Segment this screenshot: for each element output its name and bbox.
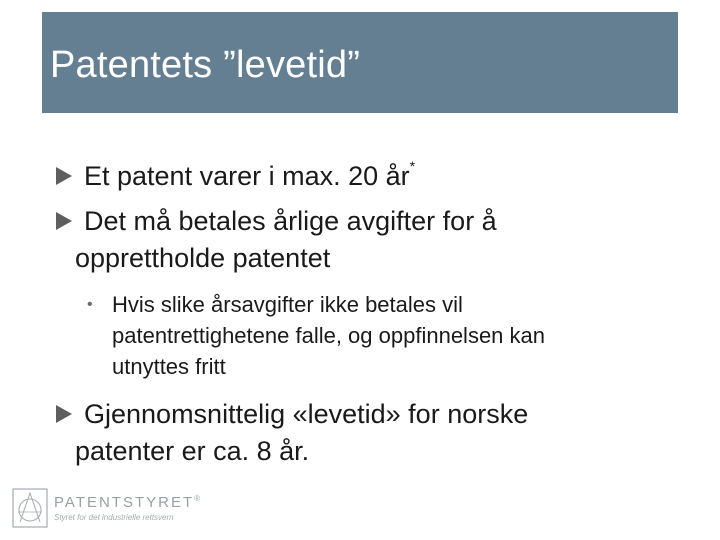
bullet-1-line-1: Et patent varer i max. 20 år* bbox=[84, 158, 416, 191]
bullet-3-line-1: Gjennomsnittelig «levetid» for norske bbox=[84, 399, 529, 429]
bullet-3-line-2: patenter er ca. 8 år. bbox=[75, 436, 310, 466]
arrow-bullet-icon bbox=[56, 405, 72, 423]
subbullet-line-1: Hvis slike årsavgifter ikke betales vil bbox=[112, 292, 463, 317]
arrow-bullet-icon bbox=[56, 167, 72, 185]
subbullet bbox=[87, 289, 545, 382]
arrow-bullet-icon bbox=[56, 212, 72, 230]
subbullet-line-3: utnyttes fritt bbox=[112, 354, 226, 379]
logo-name: PATENTSTYRET® bbox=[54, 494, 201, 511]
subbullet-line-2: patentrettighetene falle, og oppfinnelsen kan bbox=[112, 323, 545, 348]
logo-emblem-icon bbox=[12, 488, 48, 528]
bullet-2-line-1: Det må betales årlige avgifter for å bbox=[84, 206, 497, 236]
dot-bullet-icon: • bbox=[87, 296, 93, 313]
logo-tagline: Styret for det industrielle rettsvern bbox=[54, 513, 174, 522]
patentstyret-logo bbox=[12, 488, 212, 530]
bullet-2-line-2: opprettholde patentet bbox=[75, 243, 331, 273]
footnote-marker: * bbox=[409, 158, 416, 174]
slide-title: Patentets ”levetid” bbox=[50, 44, 361, 86]
